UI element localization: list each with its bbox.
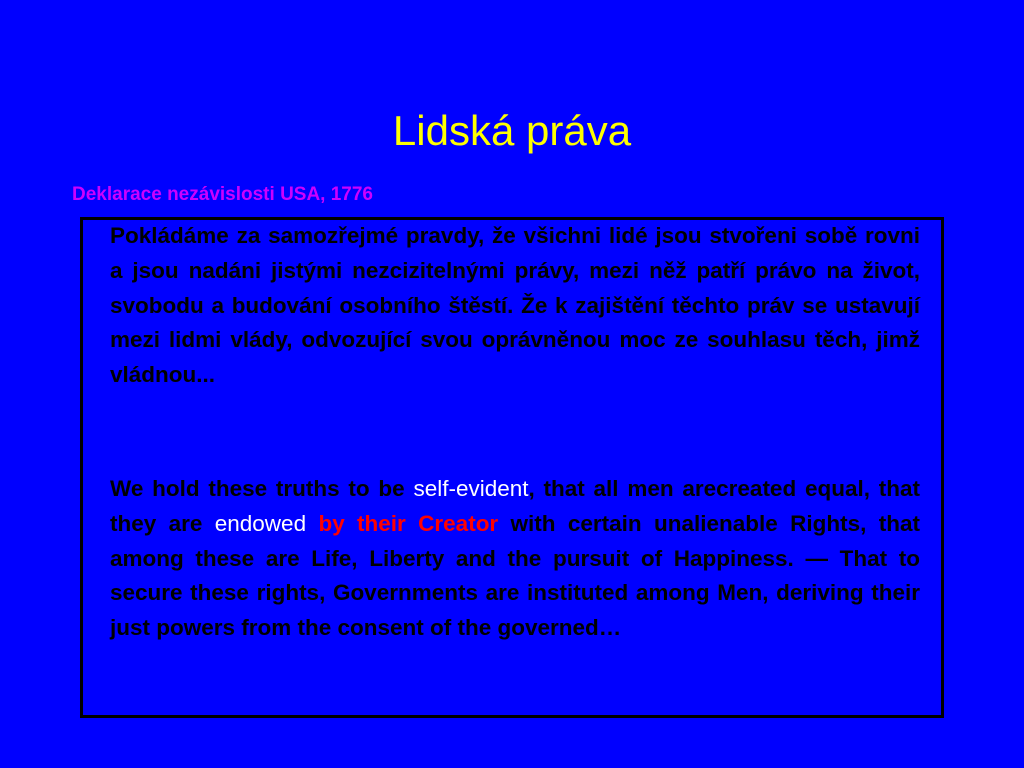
english-highlight-self-evident: self-evident bbox=[413, 476, 529, 501]
english-highlight-creator: by their Creator bbox=[318, 510, 499, 536]
english-highlight-endowed: endowed bbox=[214, 510, 307, 536]
english-text-part5 bbox=[306, 511, 318, 536]
english-text-part8: , that among these are Life, Liberty and the pursuit of Happiness. — That to secure these rights, Governments are instituted among Men, deriving their just powers from the consent of the governed… bbox=[110, 510, 920, 641]
czech-text-part1: Pokládáme za samozřejmé pravdy bbox=[110, 223, 479, 248]
czech-text-part2: , že všichni lidé jsou stvořeni sobě rovni a jsou nadáni jistými nezcizitelnými právy, mezi něž patří právo na život, svobodu a budování osobního štěstí. Že k zajištění těchto práv se ustavují mezi lidmi vlády, odvozující svou oprávněnou moc ze souhlasu těch, jimž vládnou... bbox=[110, 223, 920, 388]
english-text-part7: with certain unalienable Rights bbox=[498, 510, 861, 536]
czech-paragraph bbox=[110, 219, 920, 393]
slide-title: Lidská práva bbox=[392, 107, 632, 154]
english-paragraph bbox=[110, 472, 920, 646]
slide-subtitle: Deklarace nezávislosti USA, 1776 bbox=[72, 184, 374, 205]
english-text-part3: , that all men arecreated equal, that they are bbox=[110, 476, 920, 536]
english-text-part1: We hold these truths to be bbox=[110, 476, 414, 501]
